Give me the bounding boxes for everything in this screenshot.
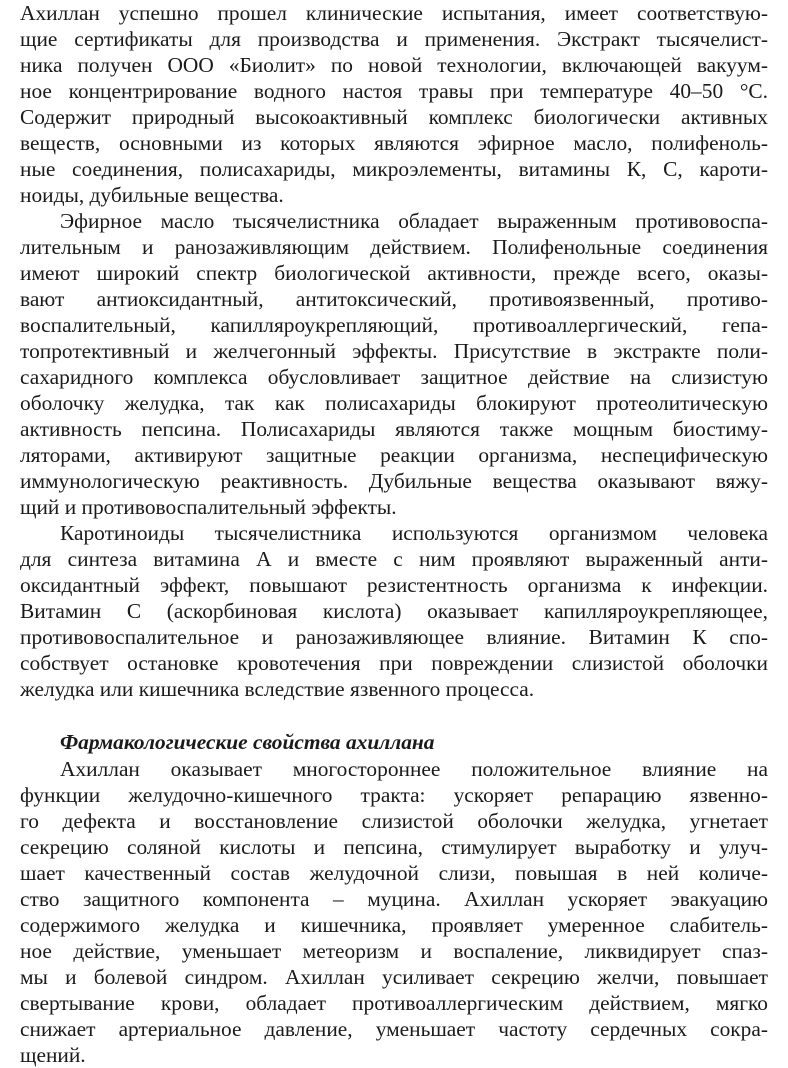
text-line: ляторами, активируют защитные реакции организма, неспецифическую [20, 443, 768, 467]
text-line: воспалительный, капилляроукрепляющий, противоаллергический, гепа- [20, 313, 768, 337]
text-line: для синтеза витамина А и вместе с ним проявляют выраженный анти- [20, 547, 768, 571]
text-line: ника получен ООО «Биолит» по новой технологии, включающей вакуум- [20, 53, 768, 77]
section-gap [20, 702, 768, 728]
text-line: го дефекта и восстановление слизистой оболочки желудка, угнетает [20, 809, 768, 833]
text-line: ные соединения, полисахариды, микроэлементы, витамины К, С, кароти- [20, 157, 768, 181]
section-heading: Фармакологические свойства ахиллана [60, 730, 435, 754]
text-line: активность пепсина. Полисахариды являются также мощным биостиму- [20, 417, 768, 441]
text-line: топротективный и желчегонный эффекты. Присутствие в экстракте поли- [20, 339, 768, 363]
text-line: вают антиоксидантный, антитоксический, противоязвенный, противо- [20, 287, 768, 311]
text-line: противовоспалительное и ранозаживляющее влияние. Витамин К спо- [20, 625, 768, 649]
text-line: желудка или кишечника вследствие язвенного процесса. [20, 677, 535, 701]
text-line: свертывание крови, обладает противоаллергическим действием, мягко [20, 991, 768, 1015]
text-line: ство защитного компонента – муцина. Ахиллан ускоряет эвакуацию [20, 887, 768, 911]
text-line: секрецию соляной кислоты и пепсина, стимулирует выработку и улуч- [20, 835, 768, 859]
text-line: оксидантный эффект, повышают резистентность организма к инфекции. [20, 573, 768, 597]
text-line: лительным и ранозаживляющим действием. Полифенольные соединения [20, 235, 768, 259]
text-line: Ахиллан оказывает многостороннее положительное влияние на [60, 757, 768, 781]
paragraph-2 [20, 208, 768, 520]
text-line: оболочку желудка, так как полисахариды блокируют протеолитическую [20, 391, 768, 415]
paragraph-3 [20, 520, 768, 702]
text-line: иммунологическую реактивность. Дубильные вещества оказывают вяжу- [20, 469, 768, 493]
text-line: шает качественный состав желудочной слизи, повышая в ней количе- [20, 861, 768, 885]
text-line: щие сертификаты для производства и применения. Экстракт тысячелист- [20, 27, 768, 51]
text-line: собствует остановке кровотечения при повреждении слизистой оболочки [20, 651, 768, 675]
text-line: ное действие, уменьшает метеоризм и воспаление, ликвидирует спаз- [20, 939, 768, 963]
document-page [20, 0, 768, 1068]
text-line: Эфирное масло тысячелистника обладает выраженным противовоспа- [60, 209, 768, 233]
text-line: содержимого желудка и кишечника, проявляет умеренное слабитель- [20, 913, 768, 937]
text-line: сахаридного комплекса обусловливает защитное действие на слизистую [20, 365, 768, 389]
text-line: щений. [20, 1043, 86, 1067]
text-line: ноиды, дубильные вещества. [20, 183, 284, 207]
text-line: Ахиллан успешно прошел клинические испытания, имеет соответствую- [20, 1, 768, 25]
paragraph-4 [20, 756, 768, 1068]
text-line: снижает артериальное давление, уменьшает частоту сердечных сокра- [20, 1017, 768, 1041]
paragraph-1 [20, 0, 768, 208]
text-line: имеют широкий спектр биологической активности, прежде всего, оказы- [20, 261, 768, 285]
text-line: мы и болевой синдром. Ахиллан усиливает секрецию желчи, повышает [20, 965, 768, 989]
text-line: функции желудочно-кишечного тракта: ускоряет репарацию язвенно- [20, 783, 768, 807]
text-line: Каротиноиды тысячелистника используются организмом человека [60, 521, 768, 545]
text-line: Содержит природный высокоактивный комплекс биологически активных [20, 105, 768, 129]
text-line: ное концентрирование водного настоя травы при температуре 40–50 °С. [20, 79, 768, 103]
text-line: веществ, основными из которых являются эфирное масло, полифеноль- [20, 131, 768, 155]
text-line: Витамин С (аскорбиновая кислота) оказывает капилляроукрепляющее, [20, 599, 768, 623]
text-line: щий и противовоспалительный эффекты. [20, 495, 397, 519]
